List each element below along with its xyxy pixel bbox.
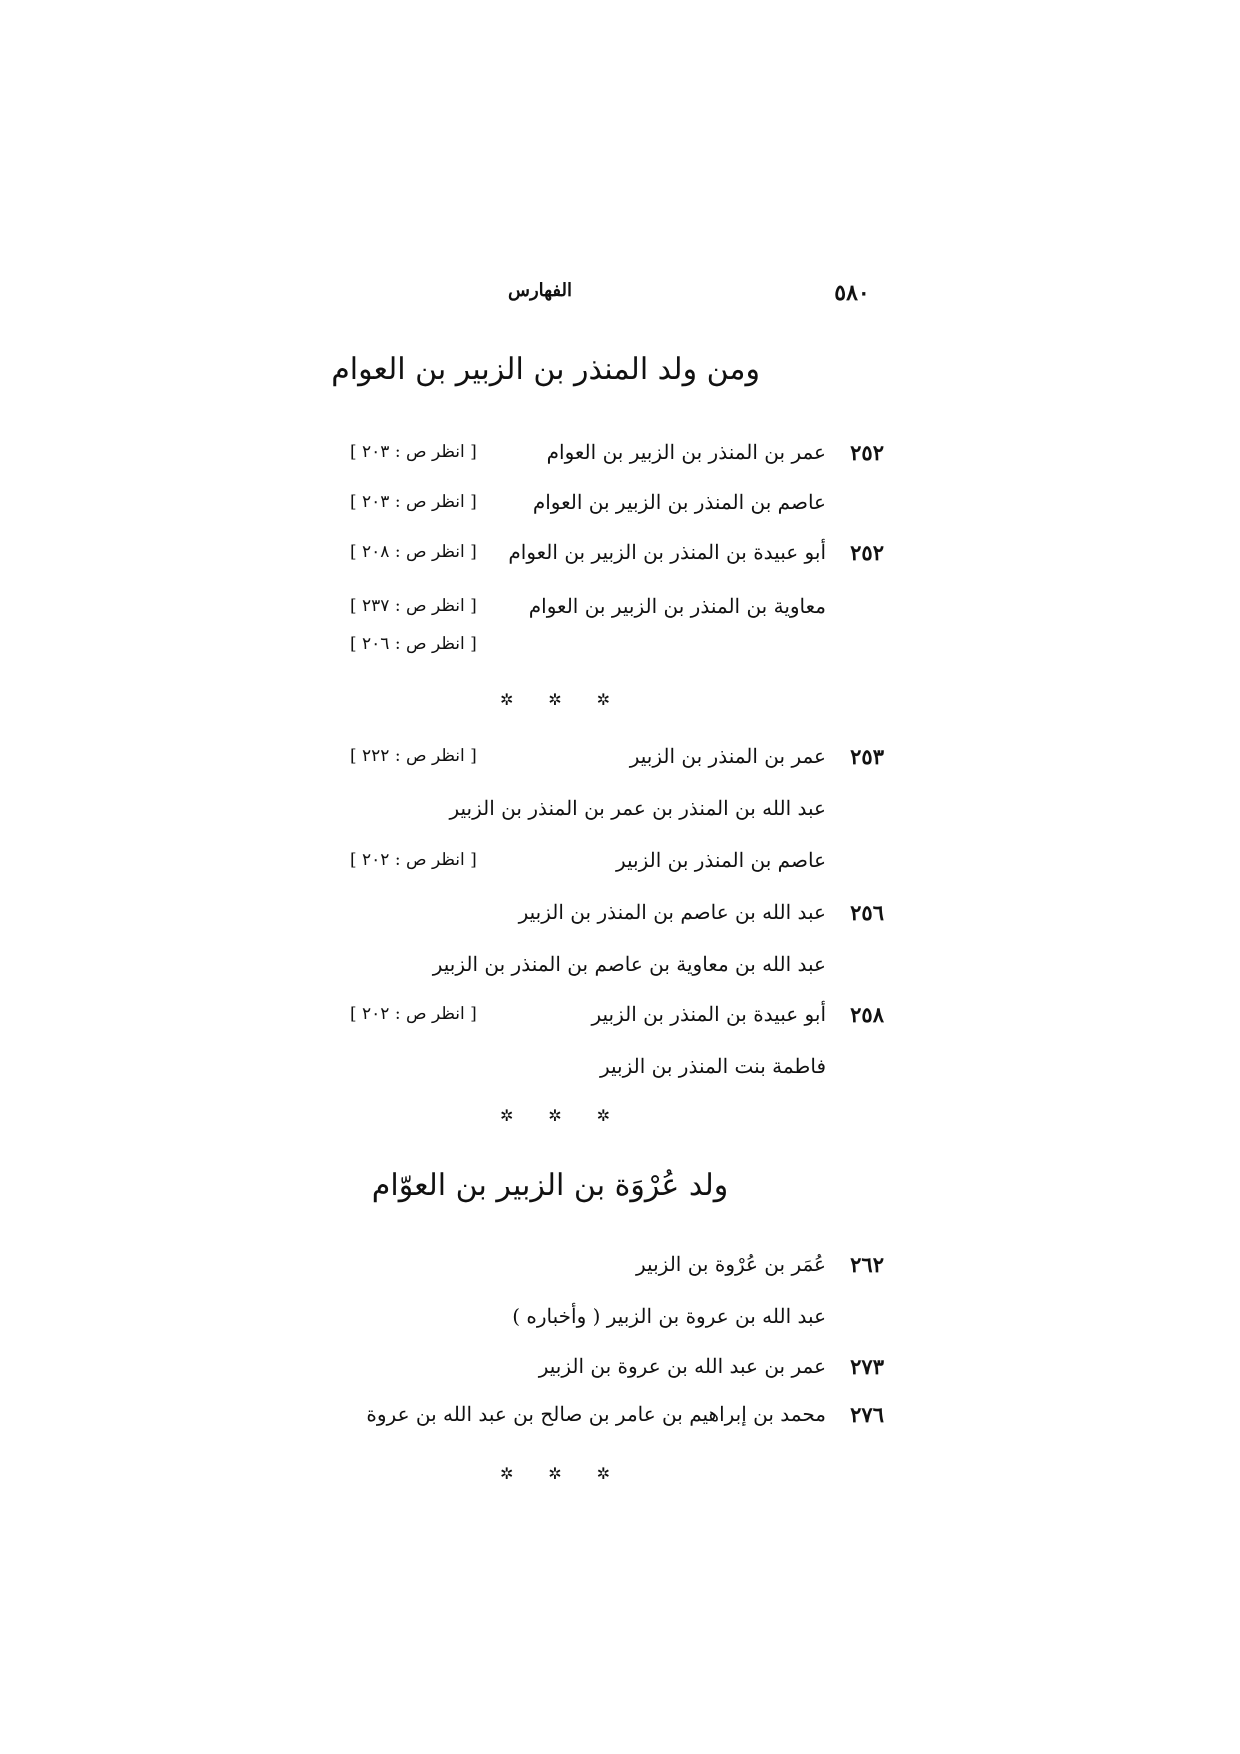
star-icon: ✲ xyxy=(500,690,514,709)
entry-reference: [ انظر ص : ٢٠٢ ] xyxy=(350,850,477,870)
entry-text: محمد بن إبراهيم بن عامر بن صالح بن عبد الله بن عروة xyxy=(366,1402,826,1426)
entry-reference: [ انظر ص : ٢٠٢ ] xyxy=(350,1004,477,1024)
entry-text: عبد الله بن عاصم بن المنذر بن الزبير xyxy=(518,900,826,924)
entry-number: ٢٥٦ xyxy=(850,900,884,925)
page-number: ٥٨٠ xyxy=(834,280,870,306)
entry-text: معاوية بن المنذر بن الزبير بن العوام xyxy=(528,594,826,618)
entry-text: عمر بن عبد الله بن عروة بن الزبير xyxy=(538,1354,826,1378)
section-title: ولد عُرْوَة بن الزبير بن العوّام xyxy=(371,1168,729,1203)
entry-text: أبو عبيدة بن المنذر بن الزبير xyxy=(591,1002,826,1026)
entry-text: عمر بن المنذر بن الزبير بن العوام xyxy=(546,440,826,464)
separator xyxy=(500,690,610,709)
entry-text: أبو عبيدة بن المنذر بن الزبير بن العوام xyxy=(508,540,826,564)
star-icon: ✲ xyxy=(548,1464,562,1483)
entry-reference: [ انظر ص : ٢٠٣ ] xyxy=(350,442,477,462)
entry-text: عبد الله بن عروة بن الزبير ( وأخباره ) xyxy=(512,1304,826,1328)
entry-number: ٢٥٣ xyxy=(850,744,884,769)
entry-number: ٢٥٨ xyxy=(850,1002,884,1027)
entry-number: ٢٥٢ xyxy=(850,540,884,565)
entry-reference: [ انظر ص : ٢٣٧ ] xyxy=(350,596,477,616)
entry-text: عمر بن المنذر بن الزبير xyxy=(629,744,826,768)
entry-reference: [ انظر ص : ٢٠٣ ] xyxy=(350,492,477,512)
star-icon: ✲ xyxy=(596,690,610,709)
entry-text: عاصم بن المنذر بن الزبير xyxy=(615,848,826,872)
star-icon: ✲ xyxy=(500,1106,514,1125)
entry-text: فاطمة بنت المنذر بن الزبير xyxy=(599,1054,826,1078)
separator xyxy=(500,1464,610,1483)
entry-number: ٢٥٢ xyxy=(850,440,884,465)
entry-text: عاصم بن المنذر بن الزبير بن العوام xyxy=(532,490,826,514)
star-icon: ✲ xyxy=(596,1464,610,1483)
entry-number: ٢٧٦ xyxy=(850,1402,884,1427)
entry-reference: [ انظر ص : ٢٠٨ ] xyxy=(350,542,477,562)
entry-number: ٢٦٢ xyxy=(850,1252,884,1277)
entry-reference: [ انظر ص : ٢٠٦ ] xyxy=(350,634,477,654)
section-title: ومن ولد المنذر بن الزبير بن العوام xyxy=(331,352,760,387)
star-icon: ✲ xyxy=(596,1106,610,1125)
entry-text: عبد الله بن معاوية بن عاصم بن المنذر بن الزبير xyxy=(432,952,826,976)
entry-text: عبد الله بن المنذر بن عمر بن المنذر بن الزبير xyxy=(449,796,826,820)
star-icon: ✲ xyxy=(548,690,562,709)
header-title: الفهارس xyxy=(507,280,573,301)
separator xyxy=(500,1106,610,1125)
star-icon: ✲ xyxy=(548,1106,562,1125)
star-icon: ✲ xyxy=(500,1464,514,1483)
entry-reference: [ انظر ص : ٢٢٢ ] xyxy=(350,746,477,766)
entry-text: عُمَر بن عُرْوة بن الزبير xyxy=(636,1252,826,1276)
entry-number: ٢٧٣ xyxy=(850,1354,884,1379)
